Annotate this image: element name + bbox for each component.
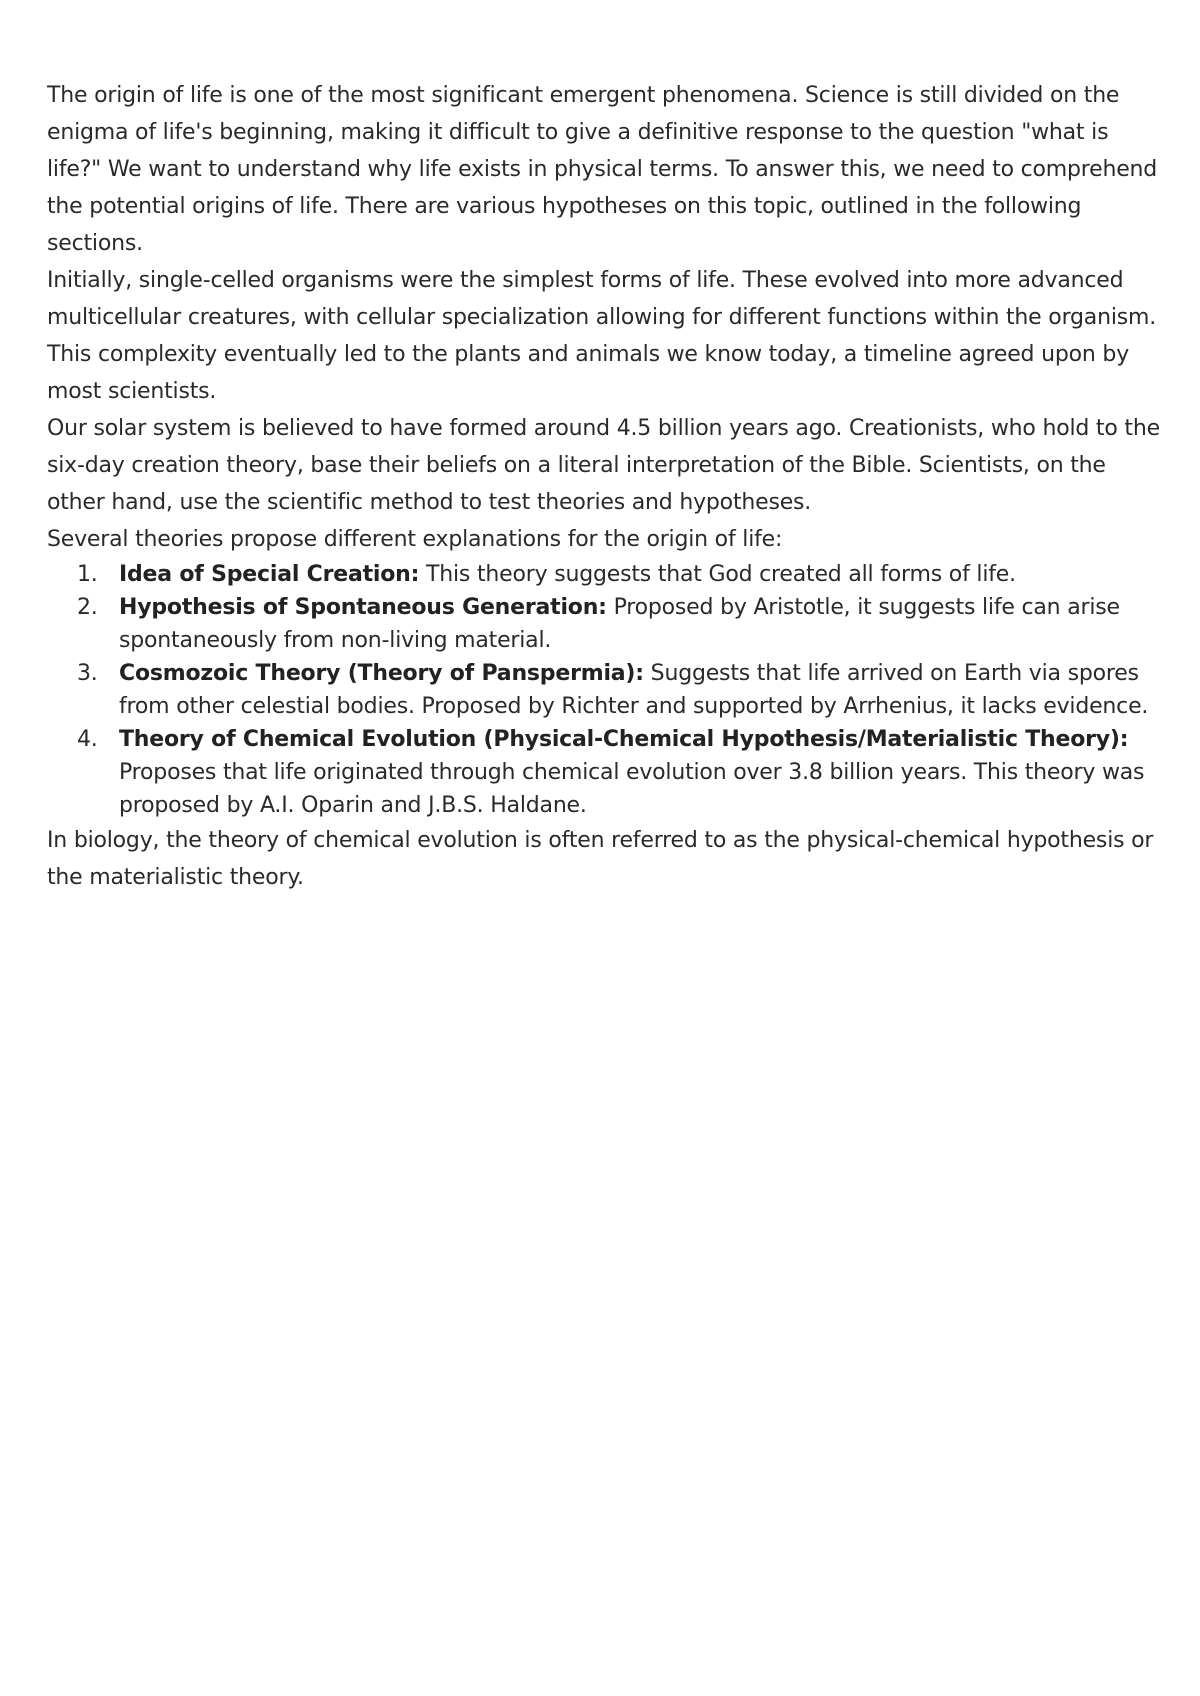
list-item (77, 591, 1167, 657)
theory-title: Idea of Special Creation: (119, 562, 420, 587)
list-item-number: 2. (77, 595, 98, 620)
list-item (77, 657, 1167, 723)
single-cell-paragraph: Initially, single-celled organisms were the simplest forms of life. These evolved into more advanced multicellular creatures, with cellular specialization allowing for different functions within the organism. This complexity eventually led to the plants and animals we know today, a timeline agreed upon by most scientists. (47, 268, 1157, 404)
theories-intro-paragraph: Several theories propose different explanations for the origin of life: (47, 527, 783, 552)
theory-title: Cosmozoic Theory (Theory of Panspermia): (119, 661, 644, 686)
theory-text: Proposed by Aristotle, it suggests life can arise spontaneously from non-living material. (119, 595, 1120, 653)
list-item (77, 558, 1167, 591)
list-item-number: 4. (77, 727, 98, 752)
list-item-number: 3. (77, 661, 98, 686)
list-item-number: 1. (77, 562, 98, 587)
theory-text: Proposes that life originated through chemical evolution over 3.8 billion years. This theory was proposed by A.I. Oparin and J.B.S. Haldane. (119, 760, 1145, 818)
theories-list (47, 558, 1167, 822)
theory-title: Theory of Chemical Evolution (Physical-Chemical Hypothesis/Materialistic Theory): (119, 727, 1129, 752)
document-body (47, 77, 1167, 896)
theory-text: Suggests that life arrived on Earth via spores from other celestial bodies. Proposed by Richter and supported by Arrhenius, it lacks evidence. (119, 661, 1149, 719)
intro-paragraph: The origin of life is one of the most significant emergent phenomena. Science is still divided on the enigma of life's beginning, making it difficult to give a definitive response to the question "what is life?" We want to understand why life exists in physical terms. To answer this, we need to comprehend the potential origins of life. There are various hypotheses on this topic, outlined in the following sections. (47, 83, 1158, 256)
theory-text: This theory suggests that God created all forms of life. (419, 562, 1016, 587)
solar-system-paragraph: Our solar system is believed to have formed around 4.5 billion years ago. Creationists, who hold to the six-day creation theory, base their beliefs on a literal interpretation of the Bible. Scientists, on the other hand, use the scientific method to test theories and hypotheses. (47, 416, 1160, 515)
list-item (77, 723, 1167, 822)
theory-title: Hypothesis of Spontaneous Generation: (119, 595, 607, 620)
closing-paragraph: In biology, the theory of chemical evolution is often referred to as the physical-chemical hypothesis or the materialistic theory. (47, 828, 1154, 890)
